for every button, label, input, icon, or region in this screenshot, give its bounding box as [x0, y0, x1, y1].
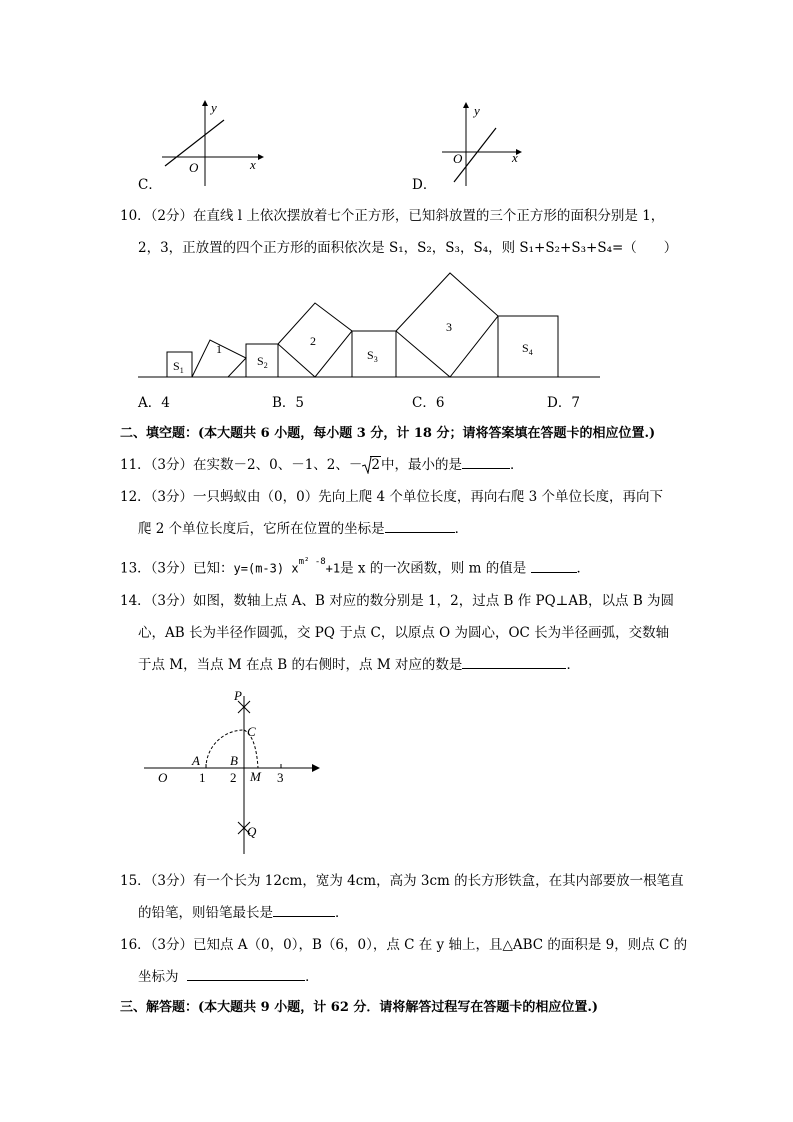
upright-label-s2: $S_2$	[257, 354, 268, 370]
tick-1: 1	[199, 770, 206, 785]
q11: 11．（3分）在实数－2、0、－1、2、－ 2中，最小的是 ．	[120, 457, 524, 473]
arc-ac	[206, 730, 244, 768]
q15-line1: 15．（3分）有一个长为 12cm，宽为 4cm，高为 3cm 的长方形铁盒，在其内部要放一根笔直	[120, 873, 684, 889]
q14-number-line-figure	[136, 684, 336, 856]
answer-blank[interactable]	[187, 980, 305, 981]
q14-line1: 14．（3分）如图，数轴上点 A、B 对应的数分别是 1，2，过点 B 作 PQ⊥AB，以点 B 为圆	[120, 593, 675, 609]
q10-option-c: C．6	[412, 395, 445, 411]
q14-line2: 心，AB 长为半径作圆弧，交 PQ 于点 C，以原点 O 为圆心，OC 长为半径画弧，交数轴	[138, 625, 670, 641]
q10-squares-figure	[130, 268, 610, 384]
q10-option-d: D．7	[547, 395, 580, 411]
label-c: C	[247, 724, 256, 739]
upright-label-s3: $S_3$	[367, 348, 378, 364]
label-o: O	[158, 770, 168, 785]
option-c-label: C．	[138, 177, 162, 193]
q10-option-a: A．4	[138, 395, 170, 411]
q16-line2: 坐标为 ．	[138, 969, 319, 985]
origin-label: O	[189, 160, 199, 175]
graph-option-d	[436, 100, 536, 190]
number-line-arrow	[312, 764, 320, 772]
answer-blank[interactable]	[531, 572, 577, 573]
square-s3	[352, 331, 396, 377]
tilted-label-3: 3	[446, 320, 452, 334]
section3-heading: 三、解答题：(本大题共 9 小题，计 62 分．请将解答过程写在答题卡的相应位置.)	[120, 1000, 599, 1015]
origin-label: O	[453, 151, 463, 166]
tick-2: 2	[230, 770, 237, 785]
tilted-label-2: 2	[310, 334, 316, 348]
label-b: B	[230, 753, 238, 768]
answer-blank[interactable]	[462, 468, 510, 469]
x-axis-arrow	[258, 154, 264, 160]
q10-line1: 10．（2分）在直线 l 上依次摆放着七个正方形，已知斜放置的三个正方形的面积分别是 1，	[120, 208, 665, 224]
y-axis-arrow	[463, 102, 469, 108]
option-d-label: D．	[412, 177, 437, 193]
q15-line2: 的铅笔，则铅笔最长是 ．	[138, 905, 349, 921]
formula-exponent: m² -8	[298, 557, 326, 567]
q12-line1: 12．（3分）一只蚂蚁由（0，0）先向上爬 4 个单位长度，再向右爬 3 个单位长度，再向下	[120, 489, 664, 505]
label-q: Q	[247, 824, 257, 839]
answer-blank[interactable]	[385, 532, 455, 533]
label-a: A	[192, 753, 200, 768]
q14-line3: 于点 M，当点 M 在点 B 的右侧时，点 M 对应的数是 ．	[138, 657, 580, 673]
answer-blank[interactable]	[273, 916, 335, 917]
q12-line2: 爬 2 个单位长度后，它所在位置的坐标是 ．	[138, 521, 469, 537]
graph-option-c	[150, 98, 270, 190]
q13: 13．（3分）已知：y=(m-3) $x^{m^2 -8}+1$是 x 的一次函数，则 m 的值是 ．	[120, 557, 590, 577]
label-p: P	[234, 688, 242, 703]
sqrt-2: 2	[362, 455, 381, 475]
answer-blank[interactable]	[462, 668, 566, 669]
formula: y=(m-3) x	[233, 561, 299, 576]
x-label: x	[250, 157, 256, 172]
upright-label-s4: $S_4$	[522, 341, 533, 357]
x-label: x	[512, 150, 518, 165]
q10-option-b: B．5	[272, 395, 305, 411]
y-axis-arrow	[202, 100, 208, 106]
label-m: M	[250, 769, 261, 784]
radical-sign	[362, 456, 372, 474]
upright-label-s1: $S_1$	[173, 359, 184, 375]
q10-line2: 2，3，正放置的四个正方形的面积依次是 S₁，S₂，S₃，S₄，则 S₁+S₂+S₃+S₄=（ ）	[138, 240, 678, 256]
tick-3: 3	[277, 770, 284, 785]
y-label: y	[211, 100, 217, 115]
tilted-label-1: 1	[216, 342, 222, 356]
q16-line1: 16．（3分）已知点 A（0，0），B（6，0），点 C 在 y 轴上，且△ABC 的面积是 9，则点 C 的	[120, 937, 688, 953]
y-label: y	[474, 103, 480, 118]
section2-heading: 二、填空题：(本大题共 6 小题，每小题 3 分，计 18 分；请将答案填在答题卡的相应位置.)	[120, 426, 656, 441]
